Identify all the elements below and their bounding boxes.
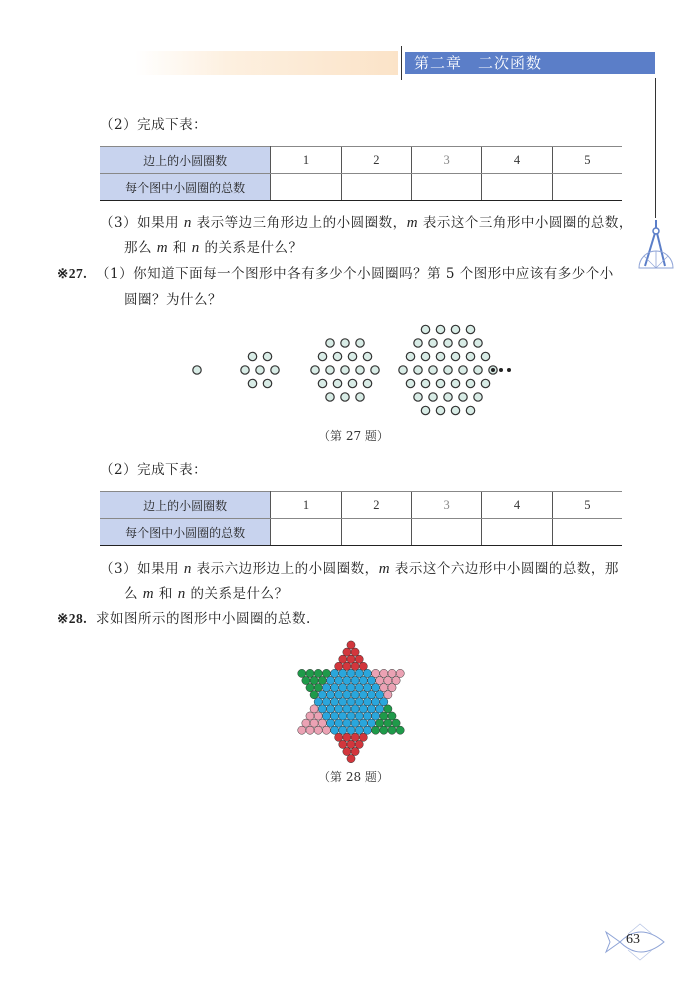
- margin-line: [655, 78, 656, 218]
- small-circle: [343, 747, 351, 755]
- small-circle: [399, 366, 407, 374]
- small-circle: [380, 712, 388, 720]
- small-circle: [348, 352, 356, 360]
- small-circle: [271, 366, 279, 374]
- q27-hexagon-figure: [185, 315, 525, 425]
- small-circle: [310, 676, 318, 684]
- answer-cell[interactable]: [411, 519, 481, 546]
- small-circle: [347, 669, 355, 677]
- answer-cell[interactable]: [552, 519, 622, 546]
- text: （3）如果用: [100, 215, 184, 231]
- small-circle: [421, 325, 429, 333]
- small-circle: [363, 698, 371, 706]
- small-circle: [310, 705, 318, 713]
- text: 的关系是什么？: [185, 586, 289, 602]
- var-m: m: [156, 240, 169, 256]
- small-circle: [339, 655, 347, 663]
- small-circle: [326, 339, 334, 347]
- text: （3）如果用: [100, 561, 184, 577]
- small-circle: [459, 366, 467, 374]
- small-circle: [421, 379, 429, 387]
- small-circle: [302, 719, 310, 727]
- small-circle: [326, 705, 334, 713]
- q28-text: 求如图所示的图形中小圆圈的总数.: [96, 611, 311, 627]
- text: 表示六边形边上的小圆圈数，: [191, 561, 379, 577]
- small-circle: [318, 691, 326, 699]
- q27-table: [100, 491, 622, 546]
- small-circle: [414, 366, 422, 374]
- small-circle: [376, 719, 384, 727]
- small-circle: [298, 669, 306, 677]
- small-circle: [326, 366, 334, 374]
- q26-part3-line1: [100, 214, 633, 232]
- small-circle: [326, 676, 334, 684]
- col-value: 3: [411, 147, 481, 174]
- small-circle: [363, 684, 371, 692]
- small-circle: [436, 325, 444, 333]
- small-circle: [372, 684, 380, 692]
- table-row: [100, 174, 622, 201]
- small-circle: [343, 691, 351, 699]
- small-circle: [347, 684, 355, 692]
- text: 么: [124, 586, 143, 602]
- small-circle: [414, 339, 422, 347]
- small-circle: [314, 684, 322, 692]
- small-circle: [248, 379, 256, 387]
- small-circle: [347, 740, 355, 748]
- answer-cell[interactable]: [271, 519, 341, 546]
- col-value: 1: [271, 147, 341, 174]
- small-circle: [351, 733, 359, 741]
- answer-cell[interactable]: [482, 519, 552, 546]
- small-circle: [372, 712, 380, 720]
- small-circle: [359, 733, 367, 741]
- small-circle: [347, 641, 355, 649]
- small-circle: [355, 726, 363, 734]
- small-circle: [341, 393, 349, 401]
- var-m: m: [406, 215, 419, 231]
- small-circle: [248, 352, 256, 360]
- small-circle: [318, 719, 326, 727]
- col-value: 4: [482, 492, 552, 519]
- answer-cell[interactable]: [341, 519, 411, 546]
- small-circle: [372, 669, 380, 677]
- small-circle: [356, 366, 364, 374]
- table-row: [100, 492, 622, 519]
- small-circle: [359, 691, 367, 699]
- small-circle: [322, 712, 330, 720]
- small-circle: [466, 406, 474, 414]
- small-circle: [359, 676, 367, 684]
- small-circle: [322, 726, 330, 734]
- small-circle: [359, 705, 367, 713]
- small-circle: [380, 698, 388, 706]
- small-circle: [429, 366, 437, 374]
- small-circle: [359, 719, 367, 727]
- small-circle: [339, 698, 347, 706]
- table-row: [100, 147, 622, 174]
- small-circle: [326, 691, 334, 699]
- small-circle: [481, 352, 489, 360]
- small-circle: [406, 352, 414, 360]
- q28-star-figure: [290, 638, 420, 766]
- small-circle: [335, 719, 343, 727]
- small-circle: [414, 393, 422, 401]
- small-circle: [341, 339, 349, 347]
- small-circle: [474, 393, 482, 401]
- small-circle: [372, 726, 380, 734]
- small-circle: [331, 726, 339, 734]
- small-circle: [384, 705, 392, 713]
- col-value: 2: [341, 492, 411, 519]
- small-circle: [436, 352, 444, 360]
- small-circle: [331, 684, 339, 692]
- small-circle: [444, 339, 452, 347]
- small-circle: [347, 755, 355, 763]
- small-circle: [318, 352, 326, 360]
- chapter-title: 第二章 二次函数: [405, 52, 655, 74]
- small-circle: [355, 684, 363, 692]
- small-circle: [326, 393, 334, 401]
- q26-part3-line2: [124, 239, 303, 257]
- small-circle: [380, 684, 388, 692]
- small-circle: [388, 726, 396, 734]
- small-circle: [347, 698, 355, 706]
- small-circle: [343, 662, 351, 670]
- small-circle: [451, 352, 459, 360]
- small-circle: [355, 698, 363, 706]
- small-circle: [355, 712, 363, 720]
- small-circle: [314, 712, 322, 720]
- small-circle: [326, 719, 334, 727]
- small-circle: [339, 726, 347, 734]
- small-circle: [384, 676, 392, 684]
- small-circle: [451, 325, 459, 333]
- small-circle: [392, 676, 400, 684]
- small-circle: [351, 648, 359, 656]
- small-circle: [367, 691, 375, 699]
- small-circle: [256, 366, 264, 374]
- text: 和: [154, 586, 178, 602]
- text: 表示等边三角形边上的小圆圈数，: [191, 215, 407, 231]
- row-header: 边上的小圆圈数: [100, 147, 271, 174]
- q27-part3-line1: [100, 560, 619, 578]
- small-circle: [466, 379, 474, 387]
- small-circle: [371, 366, 379, 374]
- small-circle: [318, 379, 326, 387]
- small-circle: [363, 669, 371, 677]
- small-circle: [351, 719, 359, 727]
- small-circle: [322, 669, 330, 677]
- small-circle: [343, 705, 351, 713]
- text: 表示这个六边形中小圆圈的总数，那: [390, 561, 619, 577]
- small-circle: [343, 733, 351, 741]
- var-n: n: [183, 561, 192, 577]
- small-circle: [335, 676, 343, 684]
- q28-number: ※28.: [57, 611, 88, 626]
- small-circle: [474, 339, 482, 347]
- small-circle: [367, 676, 375, 684]
- q26-part2-label: （2）完成下表：: [100, 117, 208, 133]
- small-circle: [436, 406, 444, 414]
- compass-icon: [633, 218, 679, 278]
- small-circle: [335, 705, 343, 713]
- small-circle: [444, 366, 452, 374]
- small-circle: [367, 705, 375, 713]
- small-circle: [322, 698, 330, 706]
- q27-part3-line2: [124, 585, 289, 603]
- answer-cell[interactable]: [271, 174, 341, 201]
- small-circle: [298, 726, 306, 734]
- col-value: 5: [552, 492, 622, 519]
- small-circle: [347, 655, 355, 663]
- small-circle: [363, 712, 371, 720]
- var-m: m: [142, 586, 155, 602]
- small-circle: [376, 691, 384, 699]
- col-value: 5: [552, 147, 622, 174]
- small-circle: [363, 726, 371, 734]
- small-circle: [451, 379, 459, 387]
- small-circle: [466, 352, 474, 360]
- small-circle: [341, 366, 349, 374]
- small-circle: [380, 726, 388, 734]
- small-circle: [339, 712, 347, 720]
- small-circle: [310, 719, 318, 727]
- answer-cell[interactable]: [411, 174, 481, 201]
- small-circle: [367, 719, 375, 727]
- col-value: 1: [271, 492, 341, 519]
- small-circle: [384, 691, 392, 699]
- row-header: 每个图中小圆圈的总数: [100, 519, 271, 546]
- small-circle: [351, 705, 359, 713]
- small-circle: [331, 669, 339, 677]
- small-circle: [306, 712, 314, 720]
- small-circle: [376, 676, 384, 684]
- small-circle: [421, 406, 429, 414]
- small-circle: [335, 691, 343, 699]
- small-circle: [241, 366, 249, 374]
- small-circle: [306, 726, 314, 734]
- var-n: n: [177, 586, 186, 602]
- q28-caption: （第 28 题）: [318, 770, 389, 784]
- ellipsis-dots: [491, 368, 511, 372]
- small-circle: [351, 691, 359, 699]
- small-circle: [451, 406, 459, 414]
- small-circle: [335, 733, 343, 741]
- small-circle: [339, 669, 347, 677]
- small-circle: [318, 676, 326, 684]
- small-circle: [351, 747, 359, 755]
- small-circle: [356, 393, 364, 401]
- small-circle: [466, 325, 474, 333]
- small-circle: [388, 669, 396, 677]
- small-circle: [396, 669, 404, 677]
- small-circle: [359, 662, 367, 670]
- q27-part1-line1: （1）你知道下面每一个图形中各有多少个小圆圈吗？第 5 个图形中应该有多少个小: [96, 266, 614, 282]
- small-circle: [343, 676, 351, 684]
- small-circle: [314, 698, 322, 706]
- small-circle: [302, 676, 310, 684]
- text: 和: [168, 240, 192, 256]
- small-circle: [388, 684, 396, 692]
- small-circle: [429, 339, 437, 347]
- small-circle: [376, 705, 384, 713]
- small-circle: [429, 393, 437, 401]
- small-circle: [310, 691, 318, 699]
- text: 的关系是什么？: [199, 240, 303, 256]
- small-circle: [314, 726, 322, 734]
- answer-cell[interactable]: [482, 174, 552, 201]
- col-value: 4: [482, 147, 552, 174]
- small-circle: [311, 366, 319, 374]
- small-circle: [348, 379, 356, 387]
- small-circle: [306, 669, 314, 677]
- col-value: 2: [341, 147, 411, 174]
- var-n: n: [183, 215, 192, 231]
- small-circle: [263, 379, 271, 387]
- small-circle: [436, 379, 444, 387]
- header-divider: [401, 46, 402, 80]
- small-circle: [380, 669, 388, 677]
- small-circle: [406, 379, 414, 387]
- small-circle: [314, 669, 322, 677]
- small-circle: [384, 719, 392, 727]
- small-circle: [421, 352, 429, 360]
- small-circle: [347, 712, 355, 720]
- small-circle: [356, 339, 364, 347]
- col-value: 3: [411, 492, 481, 519]
- small-circle: [363, 379, 371, 387]
- small-circle: [343, 719, 351, 727]
- q27-number: ※27.: [57, 266, 88, 281]
- small-circle: [306, 684, 314, 692]
- header-decor-bar: [135, 51, 398, 75]
- small-circle: [351, 676, 359, 684]
- small-circle: [331, 698, 339, 706]
- small-circle: [459, 339, 467, 347]
- small-circle: [355, 655, 363, 663]
- small-circle: [474, 366, 482, 374]
- answer-cell[interactable]: [341, 174, 411, 201]
- var-n: n: [191, 240, 200, 256]
- small-circle: [363, 352, 371, 360]
- small-circle: [392, 719, 400, 727]
- small-circle: [347, 726, 355, 734]
- small-circle: [263, 352, 271, 360]
- small-circle: [388, 712, 396, 720]
- small-circle: [335, 662, 343, 670]
- small-circle: [339, 684, 347, 692]
- small-circle: [396, 726, 404, 734]
- q26-table: [100, 146, 622, 201]
- small-circle: [322, 684, 330, 692]
- answer-cell[interactable]: [552, 174, 622, 201]
- q27-caption: （第 27 题）: [318, 429, 389, 443]
- small-circle: [339, 740, 347, 748]
- row-header: 每个图中小圆圈的总数: [100, 174, 271, 201]
- page-number: 63: [626, 932, 640, 947]
- small-circle: [351, 662, 359, 670]
- small-circle: [343, 648, 351, 656]
- small-circle: [481, 379, 489, 387]
- q27-part2-label: （2）完成下表：: [100, 462, 208, 478]
- small-circle: [333, 379, 341, 387]
- text: 那么: [124, 240, 157, 256]
- small-circle: [355, 669, 363, 677]
- small-circle: [459, 393, 467, 401]
- small-circle: [318, 705, 326, 713]
- small-circle: [331, 712, 339, 720]
- row-header: 边上的小圆圈数: [100, 492, 271, 519]
- table-row: [100, 519, 622, 546]
- q27-part1-line2: 圆圈？为什么？: [124, 292, 222, 308]
- small-circle: [193, 366, 201, 374]
- small-circle: [355, 740, 363, 748]
- small-circle: [372, 698, 380, 706]
- small-circle: [333, 352, 341, 360]
- small-circle: [444, 393, 452, 401]
- var-m: m: [378, 561, 391, 577]
- text: 表示这个三角形中小圆圈的总数，: [418, 215, 633, 231]
